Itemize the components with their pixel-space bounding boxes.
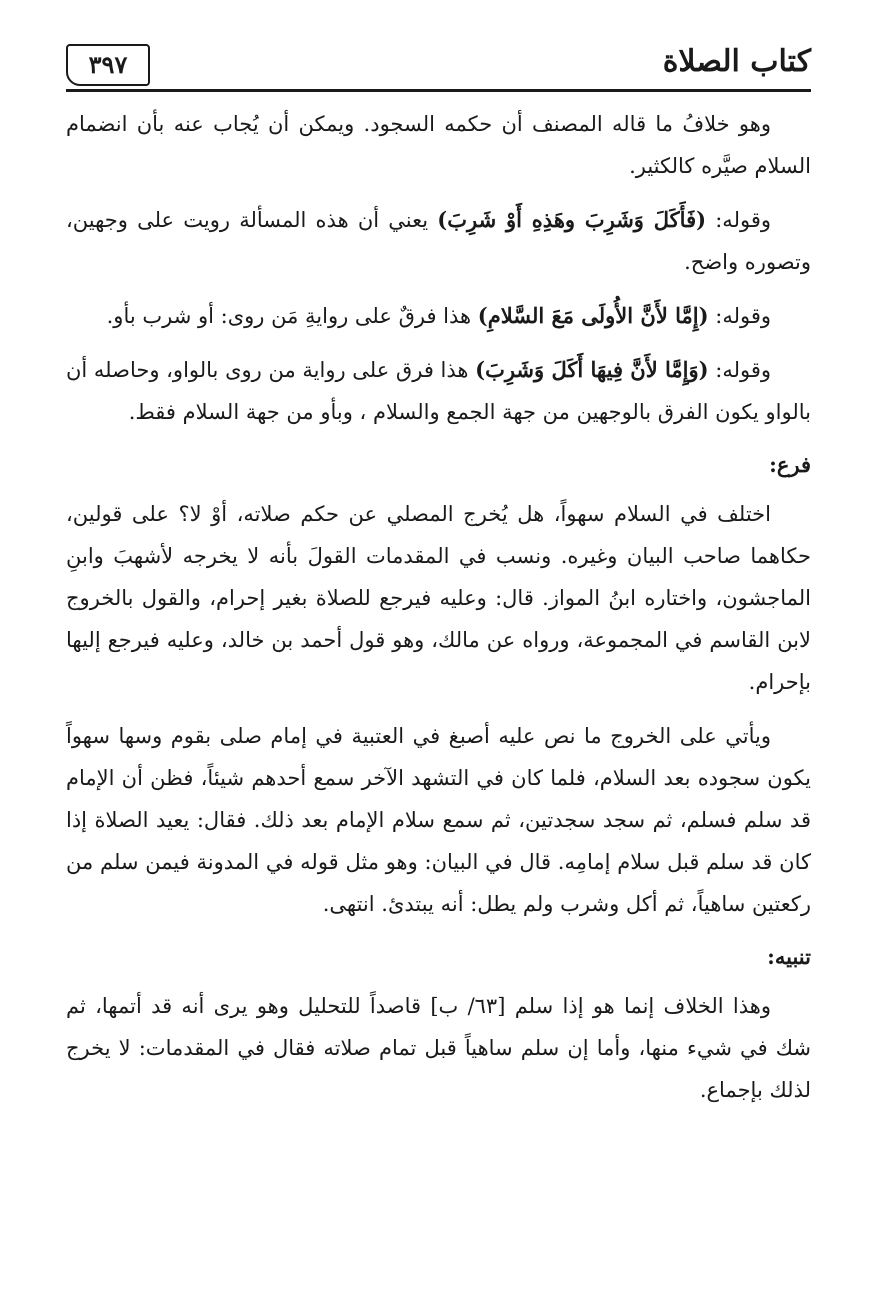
section-heading-far: فرع: <box>769 452 811 477</box>
section-heading-tanbih: تنبيه: <box>767 944 811 969</box>
paragraph-2-lead: وقوله: <box>706 208 771 232</box>
paragraph-4-lead: وقوله: <box>708 358 771 382</box>
page-number-box: ٣٩٧ <box>66 44 150 86</box>
paragraph-2 <box>66 199 811 283</box>
paragraph-3-quote: (إِمَّا لأَنَّ الأُولَى مَعَ السَّلامِ) <box>477 303 709 328</box>
page-body <box>66 103 811 1123</box>
paragraph-5: اختلف في السلام سهواً، هل يُخرج المصلي عن حكم صلاته، أوْ لا؟ على قولين، حكاهما صاحب البيان وغيره. ونسب في المقدمات القولَ بأنه لا يخرجه لأشهبَ وابنِ الماجشون، واختاره ابنُ المواز. قال: وعليه فيرجع للصلاة بغير إحرام، والقول بالخروج لابن القاسم في المجموعة، ورواه عن مالك، وهو قول أحمد بن خالد، وعليه فيرجع إليها بإحرام. <box>66 502 811 694</box>
paragraph-3 <box>66 295 811 337</box>
paragraph-4-text: هذا فرق على رواية من روى بالواو، وحاصله أن بالواو يكون الفرق بالوجهين من جهة الجمع والسلام ، وبأو من جهة السلام فقط. <box>65 358 811 424</box>
header-rule <box>66 89 811 92</box>
paragraph-7: وهذا الخلاف إنما هو إذا سلم [٦٣/ ب] قاصداً للتحليل وهو يرى أنه قد أتمها، ثم شك في شيء منها، وأما إن سلم ساهياً قبل تمام صلاته فقال في المقدمات: لا يخرج لذلك بإجماع. <box>66 994 811 1102</box>
paragraph-4 <box>66 349 811 433</box>
paragraph-2-text: يعني أن هذه المسألة رويت على وجهين، وتصوره واضح. <box>66 208 811 274</box>
paragraph-1: وهو خلافُ ما قاله المصنف أن حكمه السجود. ويمكن أن يُجاب عنه بأن انضمام السلام صيَّره كالكثير. <box>66 112 811 178</box>
paragraph-3-text: هذا فرقٌ على روايةِ مَن روى: أو شرب بأو. <box>106 304 478 328</box>
paragraph-6: ويأتي على الخروج ما نص عليه أصبغ في العتبية في إمام صلى بقوم وسها سهواً يكون سجوده بعد السلام، فلما كان في التشهد الآخر سمع أحدهم شيئاً، فظن أن الإمام قد سلم فسلم، ثم سجد سجدتين، ثم سمع سلام الإمام بعد ذلك. فقال: يعيد الصلاة إذا كان قد سلم قبل سلام إمامِه. قال في البيان: وهو مثل قوله في المدونة فيمن سلم من ركعتين ساهياً، ثم أكل وشرب ولم يطل: أنه يبتدئ. انتهى. <box>66 724 811 916</box>
paragraph-4-quote: (وَإِمَّا لأَنَّ فِيهَا أَكَلَ وَشَرِبَ) <box>475 357 709 382</box>
running-title: كتاب الصلاة <box>662 44 811 79</box>
paragraph-3-lead: وقوله: <box>708 304 771 328</box>
paragraph-2-quote: (فَأَكَلَ وَشَرِبَ وهَذِهِ أَوْ شَرِبَ) <box>437 207 707 232</box>
page-header <box>66 40 811 90</box>
